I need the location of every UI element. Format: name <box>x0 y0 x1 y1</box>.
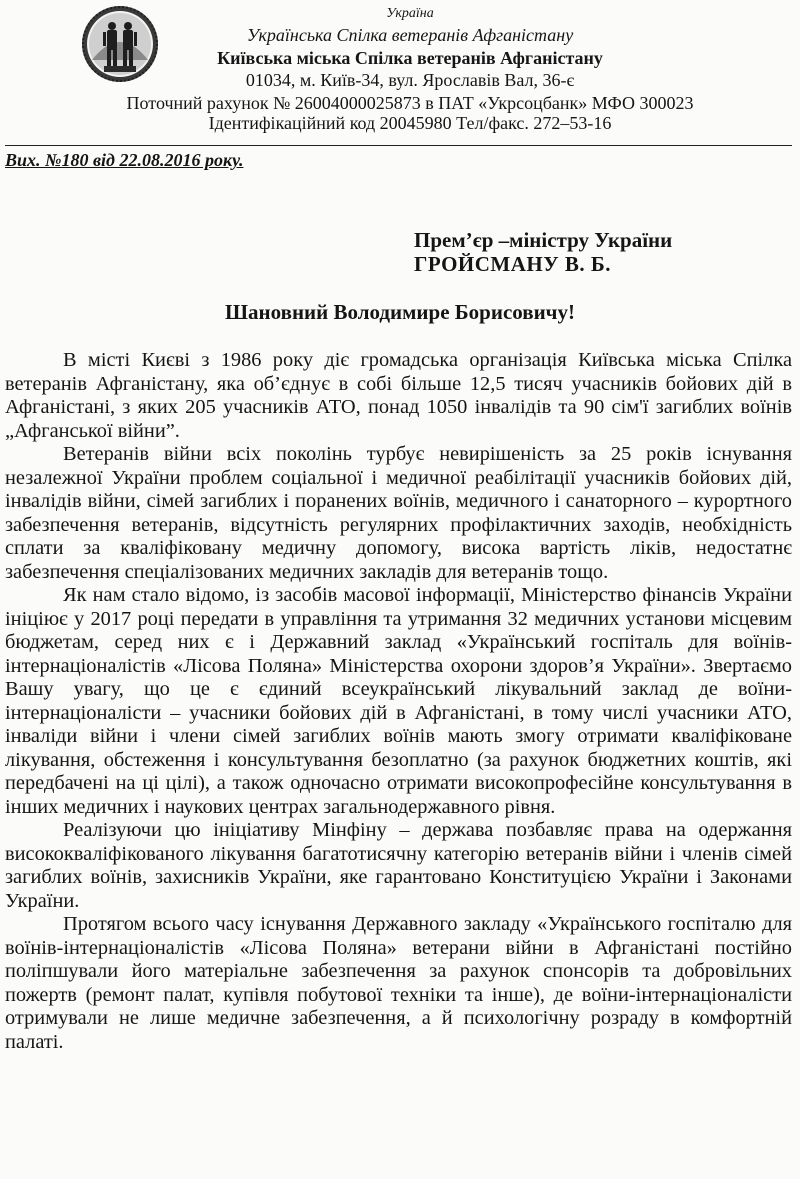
body-paragraph: Протягом всього часу існування Державного закладу «Українського госпіталю для воїнів-інтернаціоналістів «Лісова Поляна» ветерани війни в Афганістані постійно поліпшували його матеріальне забезпечення за рахунок спонсорів та добровільних пожертв (ремонт палат, купівля побутової техніки та інше), де воїни-інтернаціоналісти отримували не лише медичне забезпечення, а й психологічну розраду в комфортній палаті. <box>5 913 792 1053</box>
letterhead-union: Українська Спілка ветеранів Афганістану <box>246 25 574 45</box>
salutation: Шановний Володимире Борисовичу! <box>224 300 576 324</box>
body-paragraph: Ветеранів війни всіх поколінь турбує невирішеність за 25 років існування незалежної України проблем соціальної і медичної реабілітації учасників бойових дій, інвалідів війни, сімей загиблих і поранених воїнів, медичного і санаторного – курортного забезпечення ветеранів, відсутність регулярних профілактичних заходів, необхідність сплати за кваліфіковану медичну допомогу, висока вартість ліків, недостатнє забезпечення спеціалізованих медичних закладів для ветеранів тощо. <box>5 443 792 583</box>
body-paragraph: Як нам стало відомо, із засобів масової інформації, Міністерство фінансів України ініціює у 2017 році передати в управління та утримання 32 медичних установи місцевим бюджетам, серед них є і Державний заклад «Український госпіталь для воїнів-інтернаціоналістів «Лісова Поляна» Міністерства охорони здоров’я України». Звертаємо Вашу увагу, що це є єдиний всеукраїнський лікувальний заклад де воїни-інтернаціоналісти – учасники бойових дій в Афганістані, в тому числі учасники АТО, інваліди війни і члени сімей загиблих воїнів мають змогу отримати кваліфіковане лікування, обстеження і консультування безоплатно (за рахунок бюджетних коштів, які передбачені на ці цілі), а також одночасно отримати високопрофесійне консультування в інших медичних і наукових центрах загальнодержавного рівня. <box>5 584 792 818</box>
letterhead-address: 01034, м. Київ-34, вул. Ярославів Вал, 36-є <box>245 70 575 90</box>
letterhead-organization: Київська міська Спілка ветеранів Афганістану <box>217 48 603 68</box>
addressee-name: ГРОЙСМАНУ В. Б. <box>414 252 612 276</box>
letterhead-bank-account: Поточний рахунок № 26004000025873 в ПАТ «Укрсоцбанк» МФО 300023 <box>126 93 694 113</box>
outgoing-number: Вих. №180 від 22.08.2016 року. <box>5 150 244 170</box>
body-paragraph: В місті Києві з 1986 року діє громадська організація Київська міська Спілка ветеранів Афганістану, яка об’єднує в собі більше 12,5 тисяч учасників бойових дій в Афганістані, з яких 205 учасників АТО, понад 1050 інвалідів та 90 сім'ї загиблих воїнів „Афганської війни”. <box>5 349 792 442</box>
letterhead-id-code: Ідентифікаційний код 20045980 Тел/факс. 272–53-16 <box>208 113 612 133</box>
letter-body <box>5 349 792 1054</box>
header-divider <box>5 145 792 146</box>
addressee-title: Прем’єр –міністру України <box>414 228 673 252</box>
body-paragraph: Реалізуючи цю ініціативу Мінфіну – держава позбавляє права на одержання висококваліфікованого лікування багатотисячну категорію ветеранів війни і членів сімей загиблих воїнів, захисників України, яке гарантовано Конституцією України і Законами України. <box>5 819 792 912</box>
letterhead-country: Україна <box>386 6 434 21</box>
